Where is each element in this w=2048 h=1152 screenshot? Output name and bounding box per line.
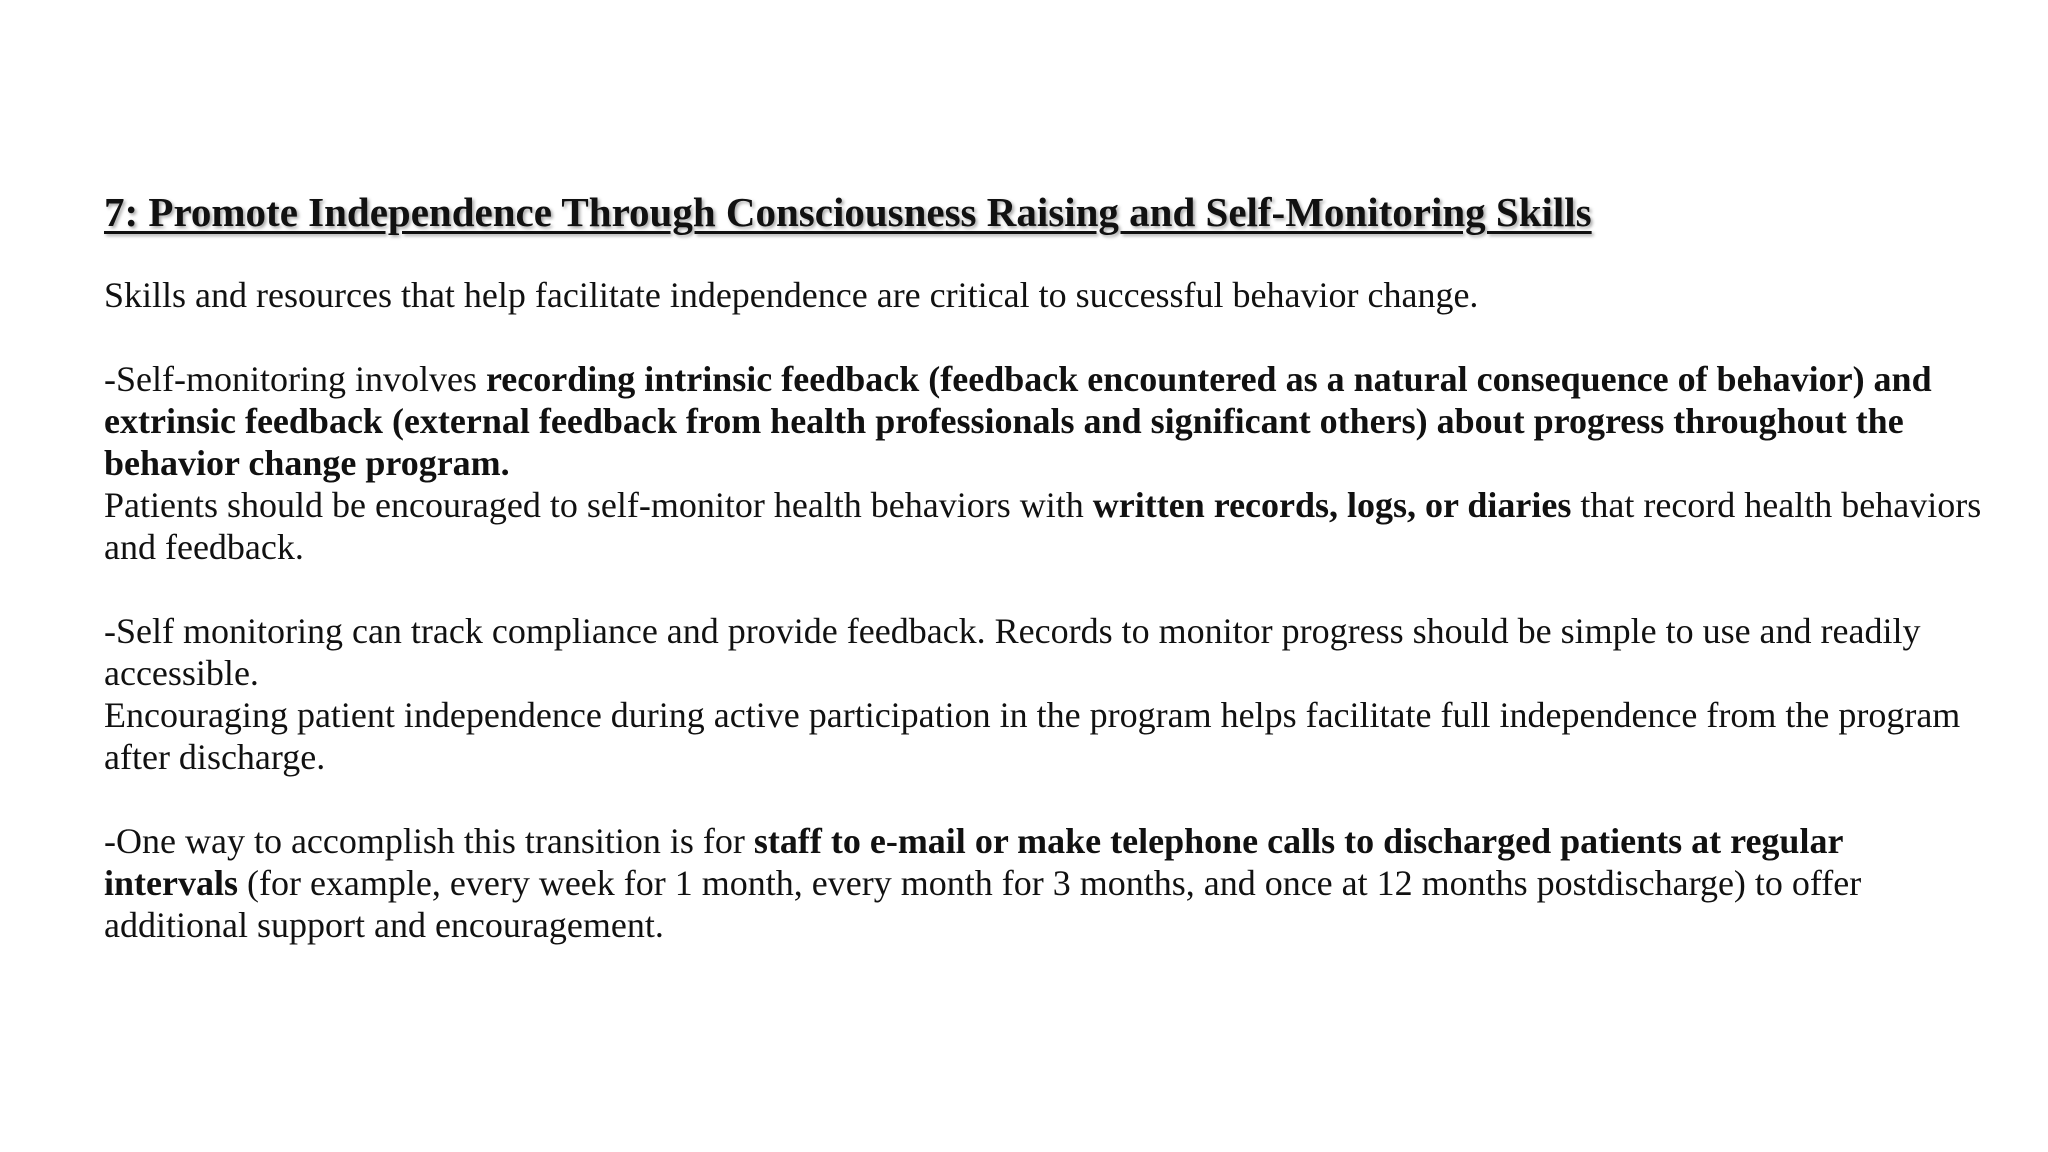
spacer (104, 568, 1984, 610)
transition-tail: (for example, every week for 1 month, every month for 3 months, and once at 12 months postdischarge) to offer additional support and encouragement. (104, 863, 1862, 945)
self-monitoring-bold: recording intrinsic feedback (feedback encountered as a natural consequence of behavior) and extrinsic feedback (external feedback from health professionals and significant others) about progress throughout the behavior change program. (104, 359, 1932, 483)
records-bold: written records, logs, or diaries (1092, 485, 1572, 525)
slide-title: 7: Promote Independence Through Consciousness Raising and Self-Monitoring Skills (104, 189, 1592, 235)
slide-content (104, 186, 1984, 946)
self-monitoring-paragraph (104, 358, 1984, 484)
transition-bold: staff to e-mail or make telephone calls to discharged patients at regular intervals (104, 821, 1843, 903)
spacer (104, 778, 1984, 820)
records-tail: that record health behaviors and feedback. (104, 485, 1982, 567)
transition-paragraph (104, 820, 1984, 946)
independence-paragraph: Encouraging patient independence during active participation in the program helps facilitate full independence from the program after discharge. (104, 695, 1961, 777)
records-paragraph (104, 484, 1984, 568)
compliance-paragraph: -Self monitoring can track compliance and provide feedback. Records to monitor progress should be simple to use and readily accessible. (104, 611, 1921, 693)
self-monitoring-lead: -Self-monitoring involves (104, 359, 486, 399)
records-lead: Patients should be encouraged to self-monitor health behaviors with (104, 485, 1093, 525)
spacer (104, 316, 1984, 358)
intro-paragraph: Skills and resources that help facilitate independence are critical to successful behavior change. (104, 275, 1479, 315)
transition-lead: -One way to accomplish this transition is for (104, 821, 754, 861)
